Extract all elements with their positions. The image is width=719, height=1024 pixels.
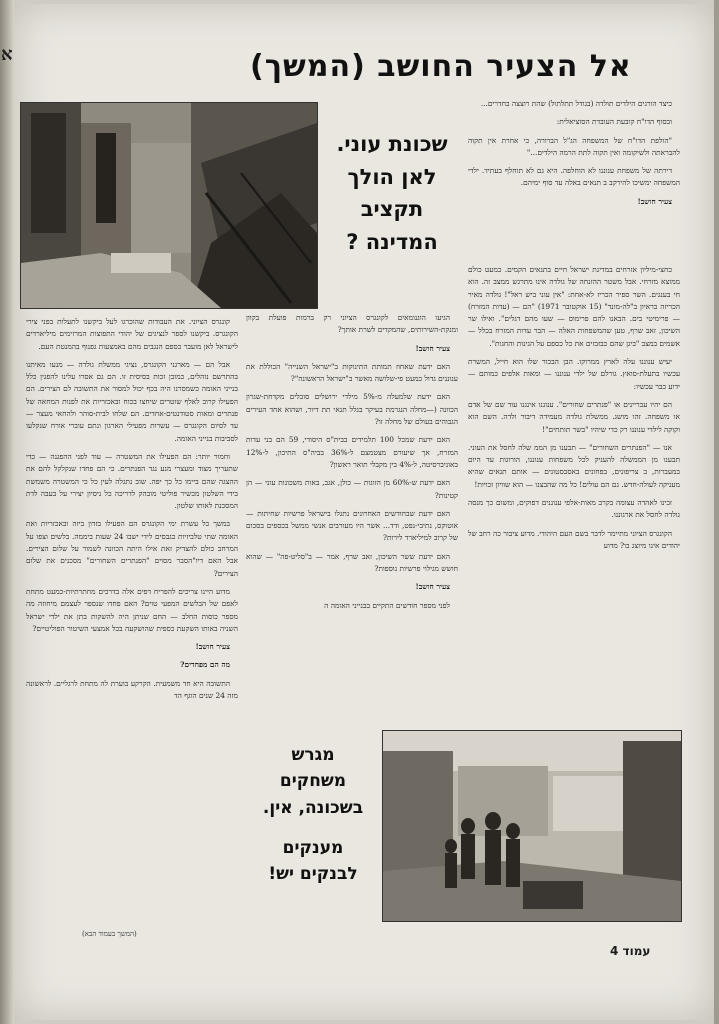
children-photo [382, 730, 682, 922]
paragraph: הם יהיו עבריינים או "פנתרים שחורים". ענוננו אינגנו עוד שם של אדם או משפחה. זהו מושג. ממשלת גולדה מעמידה דיבור ולדה. השם הוא וקוקה לילדי ענוננו רק כדי שיהיו "בשר תותחים"! [468, 399, 680, 434]
slum-caption-line: שכונת עוני. [336, 132, 448, 156]
playground-caption-line: בשכונה, אין. [262, 797, 364, 818]
page-edge-right [714, 0, 719, 1024]
facing-page-letter: א [1, 44, 13, 65]
slum-caption-line: תקציב [360, 197, 424, 222]
paragraph: וחמור יותר: הם הפעילו את המשטרה — עוד לפני ההפגנה — כדי שתעריך מצוד ומעצרי מנע נגד הפנתרים. כי הם פחדו שנקלקל להם את ההצגה שהם ביימו כל כך יפה. שוב נתגלה לעין כל כי המשטרה משמשת בידי השלטון מכשיר פוליטי מובהק לדריכה כל ניסיון יצירי על בעבה לדת המסכנת לאותו שלטון. [26, 451, 238, 511]
paragraph: אבל הם — מארגני הקונגרס, נציגי ממשלת גולדה — מנעו מאיתנו בהתרשם נוהלים, כמובן זכות בסיסית זו. הם גם אסרו עלינו להפגין כלל בנייני האומה כשמסרנו היה בכף יכול למסור את התשובה לם הצירים. הם הפעילו קרוב לאלף שוטרים שיחצו בכוח ובאכזריות את לפנות המחאה של פנתרים ומאות סטודנטים-אחדים. הם שלחו לבית-סוהר ולהחאי מעצר — עד לסיום הקונגרס — עשרות מפעילי הארגון ונתם עוברי אורח שנקלעו לסביבות בנייני האומה. [26, 359, 238, 443]
right-column-top [468, 98, 680, 258]
paragraph: כחצי-מיליון אזרחים במדינת ישראל חיים בתנאים הקמים. כמעט כולם ממוצא מזרחי. אבל משטר ההזנחה של גולדה אינו מתרגש ממצב זה. הוא חי בענגים. השר ספיר הכריז לא-אחת: "אין עוני ביש ראל"! גולדה מאיר הכריזה בראיון ב"לה-מונד" (15 אוקטובר 1971) "הם — (עדות המזרח) — פרימיטי בים. הבאנו להם פרימוס — שעו מהם דגלים". ואילו שר השיכון, זאב שרף, טען שהמשפחות האלה — הבר עדות המזרח בכלל — אשמים במצב "ביגן שהם כבזבזים את כל כספם על הגינות והחגות". [468, 265, 680, 348]
left-column [26, 316, 238, 924]
playground-caption-line: לבנקים יש! [268, 864, 358, 885]
paragraph: צעיר חושב! [415, 582, 450, 592]
facing-page-edge [0, 0, 14, 1024]
playground-caption-line: מענקים [282, 838, 344, 859]
page-number: עמוד 4 [610, 944, 651, 958]
paragraph: כיצד הורגים הילדים תולדה (בגודל תתלתול) שהת רוצצה בחדרים... [480, 99, 672, 108]
paragraph: "הולפת הדו"ח של המשפחה הג"ל הברורה, כי אחרת אין תקוה להבראתה ולשיקומה ואין תקוה לתת הרמה הילדים..." [468, 135, 680, 157]
slum-caption-line: המדינה ? [346, 229, 438, 254]
playground-caption-line: מגרש [291, 745, 335, 765]
slum-caption [322, 128, 462, 258]
headline: אל הצעיר החושב (המשך) [250, 48, 632, 84]
slum-caption-line: לאן הולך [347, 164, 437, 189]
paragraph: הקונגרס הציוני מתיימר לדבר בשם העם היהודי. מדוע ציבור כה רחב של יהודים אינו מיוצג בו? מדוע [468, 528, 680, 550]
paragraph: קונגרס הציוני. את העבודות שהוכרגו לעל ביקשנו לתעלות בפני צירי הקונגרס. ביקשנו לספר לנציגים של יהודי התפוצות המרזימים מיליארדים לישראל לאן מועבר כספם הנגבים מהם באמצעות גפנוף בהמנטת העם. [26, 317, 238, 351]
paragraph: האם ידעת ששר השיכון, זאב שרף, אמר — ב"סליט-פה" — שהוא חושש מגילוי פרשיות נוספות? [246, 551, 458, 574]
paragraph: האם ידעת שבחודשים האחרונים נתגלו בישראל פרשיות שחיתות — אוטוקס, נתיבי-נפט, ודד... אשר היו מעורבים אנשי ממשל בכספים בסכום של קרוב למיליארד לירות? [246, 508, 458, 543]
paragraph: במשך כל עשרת ימי הקונגרס הם הפעילו בזדון ביזה ובאכזריות ואת האומה שתי טלביזיות בגבסים לידי ישבו 24 שעות ביממה. בלשים וצפו על המרחב כולם להצדיק זאת אילו היתה הכוונה לשמור על שלום הצירים. אבל האם דיו"הסבר מסוים "הפנתרים השחורים" מסכנים את שלום הצירים? [26, 519, 238, 578]
paragraph: התשובה היא חד משמעית. הקרקע בוערת לה מתחת לרגליים. לראשונה מזה 24 שנים הוגף הד [26, 678, 238, 701]
paragraph: אנו — "הפנתרים השחורים" — תבענו מן הממ שלה לחסל את העוני. תבענו מן הממשלה להעניק לכל משפחות ענוננו, הורוגות עד היום במעברות, ב צריפונים, בפחונים באסבסטונים — אותם תנאים שהיא מעניקה לעולה-חדש. גם הם עולים! כל מה שהבצנו — הוא שוויון זכויות! [468, 442, 680, 489]
playground-caption-line: משחקים [279, 771, 347, 792]
paragraph: האם ידעת ש-60% מן הזוגות — כולן, אגב, באות משכונות עוני — הן קטינות? [246, 478, 458, 500]
paragraph: האם ידעת שאחוז תמותת התינוקות ב"ישראל השנייה" הכוללת את ענוננים גדול כמעט פי-שלושה מאשר ב"ישראל הראשונה"? [246, 361, 458, 384]
paragraph: מה הם מפחדים? [180, 660, 230, 670]
continued-note: (המשך בעמוד הבא) [82, 930, 137, 938]
paragraph: צעיר חושב! [637, 196, 672, 206]
slum-photo [20, 102, 318, 309]
right-column-bottom [468, 264, 680, 724]
paragraph: הגיעו הוגנומאים לקונגרס הציוני רק ברמות פועלת בקוון ומנקת-השירותים, שהמקדים לשרת אותך? [246, 313, 458, 335]
paragraph: האם ידעת שלמעלה מ-5% מילדי ירושלים סובלים מקדחת-שגרון הכוונה (—מחלה הנגרמת בעיקר בגלל תנאי תת דיור, ושהוא אחד העירים הגבוהים בעולם של מחלה זו? [246, 392, 458, 427]
paragraph: האם ידעת שמכל 100 תלמידים בבית"ס היסודי, 59 הם בני עדות המזרח, אך שיעורם מצטמצם ל-36% בביה"ס התיכון, ל-12% באוניברסיטה, ל-4% בין מקבלי תואר ראשון? [246, 435, 458, 469]
paragraph: צעיר חושב! [195, 642, 230, 652]
paragraph: יעיש ענוננו עלה לארץ ממרוקו. הבן הבכור שלו הוא חייל, המשרת עכשיו בתעלת-סואץ. גורלם של ילדי ענוננו — ומאות אלפים כמותם — ידוע כבר עכשיו: [468, 357, 680, 391]
paragraph: לפני מספר חודשים התקיים בבנייני האומה ה [324, 600, 450, 610]
paragraph: ובסוף הדו"ח קובעת העובדת הסוציאלית: [556, 117, 672, 127]
paragraph: צעיר חושב! [415, 343, 450, 353]
playground-caption [248, 742, 378, 888]
paragraph: מדוע היינו צריכים להפריח דפים אלה בדרכים מחתרתיות-כמעט מתחת לאפם של הבלשים המפעי טוים? האם פחדו שנספר לעצמם מיחוזה מה מספר כוסות החלב — החם שניתן היה להשקות בתן את ילדי ישראל השניה באותו השקעת כספית שהושקעה בכל אמצעי השיטור הפוליטיים? [26, 586, 238, 633]
paragraph: זכינו לאהדה עצומה בקרב מאות-אלפי ענוננים דפוקים, ומשום כך מנסה גולדה לחסל את ארגוננו. [468, 498, 680, 520]
middle-column [246, 312, 458, 724]
paragraph: דירתה של משפחת ענוננו לא הוחלפה. היא גם לא תוחלף בעתיד. ילדי המשפחה ימשיכו להירקב ב תנאים באלה עד סוף ימיהם. [468, 166, 680, 188]
